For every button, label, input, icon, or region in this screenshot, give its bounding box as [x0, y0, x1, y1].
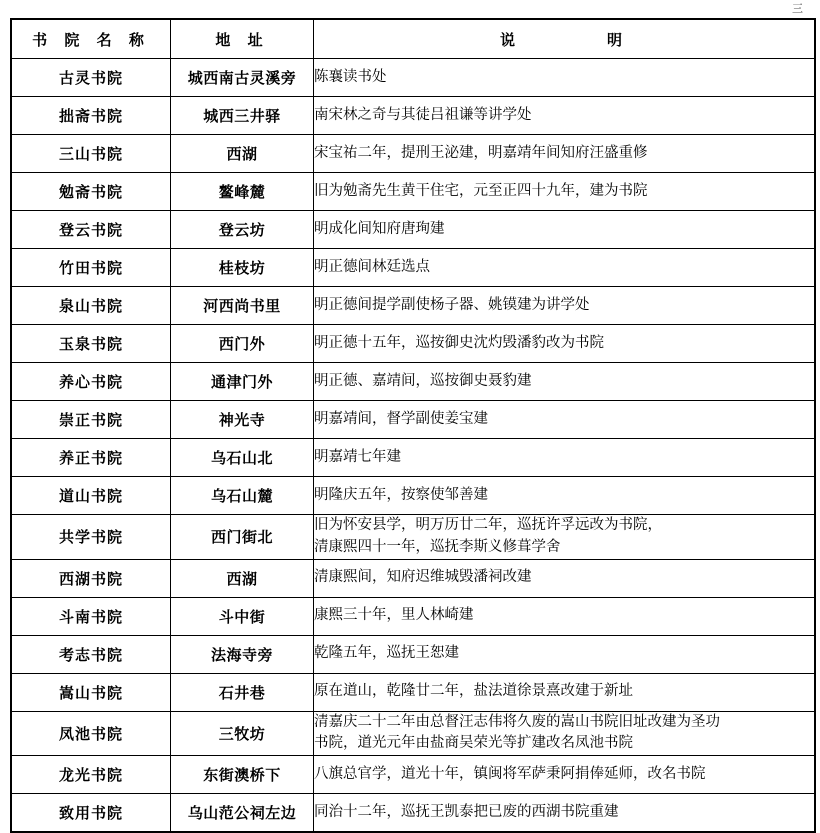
- description-line: 陈襄读书处: [314, 68, 387, 85]
- cell-description: [314, 477, 816, 515]
- cell-address: 乌山范公祠左边: [171, 794, 314, 833]
- description-line: 康熙三十年，里人林崎建: [314, 607, 474, 624]
- cell-address: 三牧坊: [171, 711, 314, 756]
- cell-academy-name: 凤池书院: [11, 711, 171, 756]
- table-row: [11, 287, 815, 325]
- description-line: 宋宝祐二年，提刑王泌建，明嘉靖年间知府汪盛重修: [314, 144, 648, 161]
- table-header: [11, 19, 815, 59]
- cell-address: 斗中街: [171, 597, 314, 635]
- cell-address: 鳌峰麓: [171, 173, 314, 211]
- cell-academy-name: 龙光书院: [11, 756, 171, 794]
- description-line: 明正德、嘉靖间，巡按御史聂豹建: [314, 372, 532, 389]
- table-header-row: [11, 19, 815, 59]
- table-row: [11, 635, 815, 673]
- cell-academy-name: 嵩山书院: [11, 673, 171, 711]
- description-line: 八旗总官学，道光十年，镇闽将军萨秉阿捐俸延师，改名书院: [314, 765, 706, 782]
- table-row: [11, 559, 815, 597]
- cell-address: 乌石山麓: [171, 477, 314, 515]
- cell-address: 石井巷: [171, 673, 314, 711]
- cell-description: [314, 515, 816, 560]
- cell-academy-name: 勉斋书院: [11, 173, 171, 211]
- cell-academy-name: 考志书院: [11, 635, 171, 673]
- description-line: 明正德间提学副使杨子器、姚镆建为讲学处: [314, 296, 590, 313]
- cell-description: [314, 711, 816, 756]
- cell-address: 城西三井驿: [171, 97, 314, 135]
- academy-table: [10, 18, 816, 833]
- table-row: [11, 173, 815, 211]
- cell-description: [314, 211, 816, 249]
- cell-academy-name: 玉泉书院: [11, 325, 171, 363]
- cell-address: 东街澳桥下: [171, 756, 314, 794]
- description-line: 旧为勉斋先生黄干住宅，元至正四十九年，建为书院: [314, 182, 648, 199]
- description-line: 清嘉庆二十二年由总督汪志伟将久废的嵩山书院旧址改建为圣功: [314, 713, 720, 730]
- cell-academy-name: 致用书院: [11, 794, 171, 833]
- description-line: 明嘉靖七年建: [314, 448, 401, 465]
- table-row: [11, 211, 815, 249]
- column-header-description-right: 明: [607, 30, 629, 49]
- cell-address: 乌石山北: [171, 439, 314, 477]
- cell-address: 西湖: [171, 559, 314, 597]
- description-line: 乾隆五年，巡抚王恕建: [314, 645, 459, 662]
- cell-academy-name: 崇正书院: [11, 401, 171, 439]
- table-row: [11, 401, 815, 439]
- description-line: 明正德十五年，巡按御史沈灼毁潘豹改为书院: [314, 334, 604, 351]
- cell-description: [314, 363, 816, 401]
- cell-description: [314, 635, 816, 673]
- cell-academy-name: 斗南书院: [11, 597, 171, 635]
- description-line: 清康熙四十一年，巡抚李斯义修葺学舍: [314, 538, 561, 555]
- cell-description: [314, 597, 816, 635]
- cell-description: [314, 173, 816, 211]
- cell-academy-name: 共学书院: [11, 515, 171, 560]
- description-line: 同治十二年，巡抚王凯泰把已废的西湖书院重建: [314, 803, 619, 820]
- cell-description: [314, 59, 816, 97]
- cell-address: 神光寺: [171, 401, 314, 439]
- table-row: [11, 597, 815, 635]
- cell-description: [314, 249, 816, 287]
- cell-academy-name: 养正书院: [11, 439, 171, 477]
- cell-address: 桂枝坊: [171, 249, 314, 287]
- description-line: 明正德间林廷选点: [314, 258, 430, 275]
- description-line: 明嘉靖间，督学副使姜宝建: [314, 410, 488, 427]
- table-row: [11, 325, 815, 363]
- cell-academy-name: 养心书院: [11, 363, 171, 401]
- cell-description: [314, 97, 816, 135]
- cell-description: [314, 439, 816, 477]
- column-header-description: [314, 19, 816, 59]
- table-row: [11, 673, 815, 711]
- column-header-address: 地 址: [171, 19, 314, 59]
- cell-description: [314, 325, 816, 363]
- cell-description: [314, 794, 816, 833]
- cell-address: 西湖: [171, 135, 314, 173]
- table-row: [11, 249, 815, 287]
- description-line: 明成化间知府唐珣建: [314, 220, 445, 237]
- table-row: [11, 756, 815, 794]
- cell-description: [314, 756, 816, 794]
- cell-academy-name: 西湖书院: [11, 559, 171, 597]
- cell-address: 西门外: [171, 325, 314, 363]
- description-line: 清康熙间，知府迟维城毁潘祠改建: [314, 569, 532, 586]
- cell-academy-name: 竹田书院: [11, 249, 171, 287]
- table-row: [11, 97, 815, 135]
- table-row: [11, 515, 815, 560]
- description-line: 明隆庆五年，按察使邹善建: [314, 486, 488, 503]
- table-row: [11, 135, 815, 173]
- description-line: 原在道山，乾隆廿二年，盐法道徐景熹改建于新址: [314, 683, 633, 700]
- cell-academy-name: 登云书院: [11, 211, 171, 249]
- cell-description: [314, 135, 816, 173]
- cell-description: [314, 559, 816, 597]
- cell-academy-name: 道山书院: [11, 477, 171, 515]
- description-line: 旧为怀安县学，明万历廿二年，巡抚许孚远改为书院，: [314, 517, 662, 533]
- cell-address: 通津门外: [171, 363, 314, 401]
- table-row: [11, 711, 815, 756]
- cell-academy-name: 拙斋书院: [11, 97, 171, 135]
- description-line: 书院，道光元年由盐商吴荣光等扩建改名凤池书院: [314, 735, 633, 752]
- table-row: [11, 477, 815, 515]
- table-row: [11, 794, 815, 833]
- description-line: 南宋林之奇与其徒吕祖谦等讲学处: [314, 106, 532, 123]
- cell-academy-name: 古灵书院: [11, 59, 171, 97]
- table-row: [11, 363, 815, 401]
- cell-address: 河西尚书里: [171, 287, 314, 325]
- cell-description: [314, 287, 816, 325]
- cell-description: [314, 673, 816, 711]
- cell-address: 登云坊: [171, 211, 314, 249]
- cell-address: 西门街北: [171, 515, 314, 560]
- table-row: [11, 439, 815, 477]
- page-corner-mark: 三: [792, 2, 804, 15]
- column-header-description-left: 说: [499, 30, 521, 49]
- column-header-name: 书 院 名 称: [11, 19, 171, 59]
- cell-description: [314, 401, 816, 439]
- table-row: [11, 59, 815, 97]
- table-body: [11, 59, 815, 833]
- cell-address: 城西南古灵溪旁: [171, 59, 314, 97]
- cell-academy-name: 泉山书院: [11, 287, 171, 325]
- cell-academy-name: 三山书院: [11, 135, 171, 173]
- cell-address: 法海寺旁: [171, 635, 314, 673]
